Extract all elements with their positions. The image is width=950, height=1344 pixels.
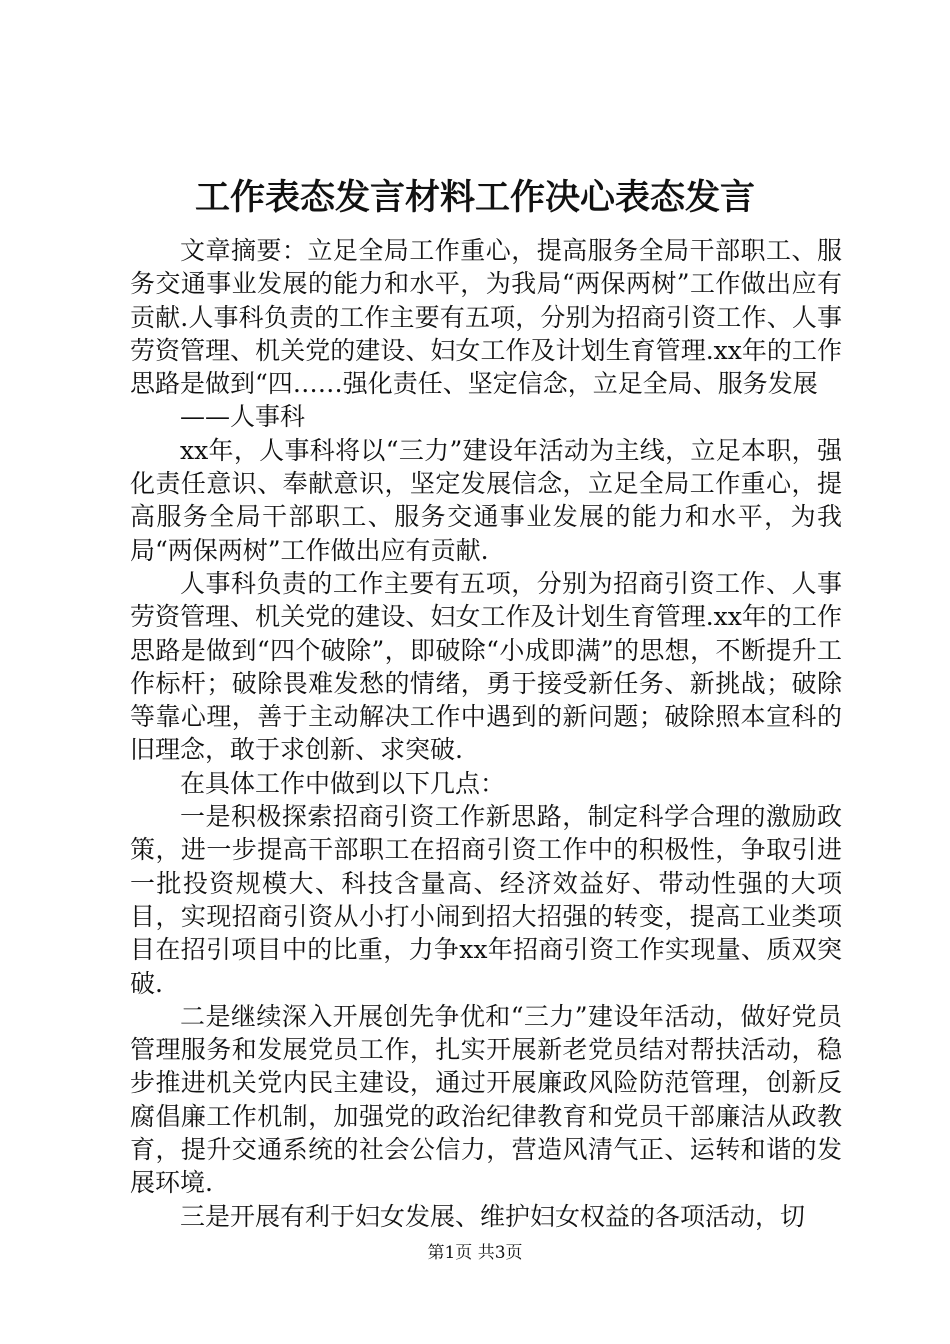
paragraph: xx年，人事科将以“三力”建设年活动为主线，立足本职，强化责任意识、奉献意识，坚定发展信念，立足全局工作重心，提高服务全局干部职工、服务交通事业发展的能力和水平，为我局“两保两树”工作做出应有贡献. bbox=[130, 435, 842, 565]
paragraph: 二是继续深入开展创先争优和“三力”建设年活动，做好党员管理服务和发展党员工作，扎实开展新老党员结对帮扶活动，稳步推进机关党内民主建设，通过开展廉政风险防范管理，创新反腐倡廉工作机制，加强党的政治纪律教育和党员干部廉洁从政教育，提升交通系统的社会公信力，营造风清气正、运转和谐的发展环境. bbox=[130, 1001, 842, 1198]
document-title: 工作表态发言材料工作决心表态发言 bbox=[194, 177, 755, 218]
page-number: 第1页 共3页 bbox=[427, 1243, 523, 1263]
document-body bbox=[130, 234, 842, 1233]
paragraph-department: ——人事科 bbox=[180, 402, 306, 432]
paragraph: 人事科负责的工作主要有五项，分别为招商引资工作、人事劳资管理、机关党的建设、妇女工作及计划生育管理.xx年的工作思路是做到“四个破除”，即破除“小成即满”的思想，不断提升工作标杆；破除畏难发愁的情绪，勇于接受新任务、新挑战；破除等靠心理，善于主动解决工作中遇到的新问题；破除照本宣科的旧理念，敢于求创新、求突破. bbox=[130, 568, 842, 765]
paragraph: 三是开展有利于妇女发展、维护妇女权益的各项活动，切 bbox=[180, 1201, 806, 1231]
paragraph-abstract: 文章摘要：立足全局工作重心，提高服务全局干部职工、服务交通事业发展的能力和水平，为我局“两保两树”工作做出应有贡献.人事科负责的工作主要有五项，分别为招商引资工作、人事劳资管理、机关党的建设、妇女工作及计划生育管理.xx年的工作思路是做到“四……强化责任、坚定信念，立足全局、服务发展 bbox=[130, 236, 842, 399]
paragraph: 一是积极探索招商引资工作新思路，制定科学合理的激励政策，进一步提高干部职工在招商引资工作中的积极性，争取引进一批投资规模大、科技含量高、经济效益好、带动性强的大项目，实现招商引资从小打小闹到招大招强的转变，提高工业类项目在招引项目中的比重，力争xx年招商引资工作实现量、质双突破. bbox=[130, 802, 842, 998]
paragraph: 在具体工作中做到以下几点： bbox=[180, 768, 506, 798]
